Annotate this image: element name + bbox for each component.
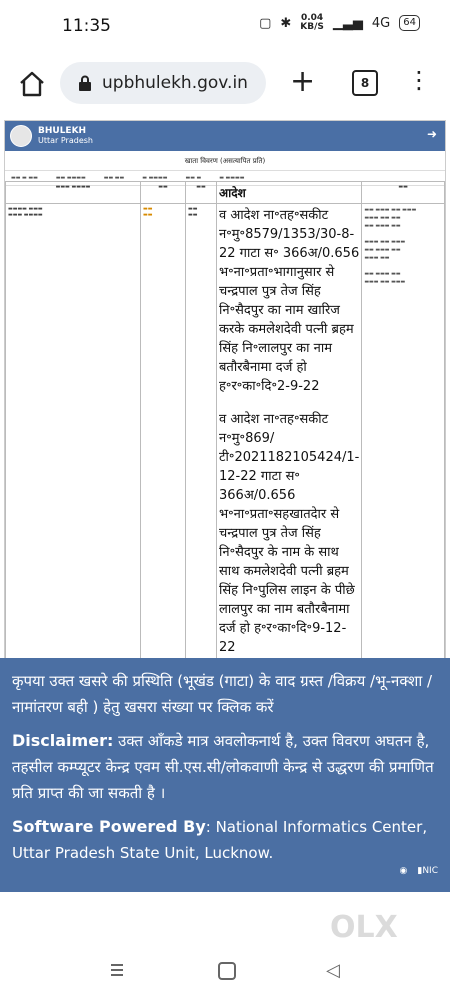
software-text: : National Informatics Center, Uttar Pradesh State Unit, Lucknow.: [12, 818, 428, 862]
doc-title: खाता विवरण (असत्यापित प्रति): [184, 157, 266, 165]
url-text: upbhulekh.gov.in: [102, 73, 248, 93]
col-khasra: ▬▬: [141, 182, 186, 204]
col-owner: ▬▬▬ ▬▬▬▬: [6, 182, 141, 204]
remarks-cell: ▬▬ ▬▬▬ ▬▬ ▬▬▬ ▬▬▬ ▬▬ ▬▬ ▬▬ ▬▬▬ ▬▬ ▬▬▬ ▬▬ ▬▬▬ ▬▬ ▬▬▬ ▬▬ ▬▬▬ ▬▬ ▬▬ ▬▬▬ ▬▬ ▬▬▬ ▬▬ ▬▬▬: [362, 204, 445, 663]
khata-meta-row: ▬▬ ▬ ▬▬ ▬▬ ▬▬▬▬ ▬▬ ▬▬ ▬ ▬▬▬▬ ▬▬ ▬ ▬ ▬▬▬▬: [5, 170, 445, 186]
khata-table: [5, 181, 445, 662]
network-4g-icon: 4G: [371, 15, 391, 31]
status-bar: [0, 0, 450, 56]
new-tab-icon[interactable]: +: [290, 64, 316, 99]
home-icon[interactable]: [18, 70, 46, 98]
more-menu-icon[interactable]: ⋮: [407, 66, 431, 94]
owner-cell: ▬▬▬▬ ▬▬▬ ▬▬▬ ▬▬▬▬: [6, 204, 141, 663]
status-icons: [259, 14, 420, 32]
disclaimer-label: Disclaimer:: [12, 731, 114, 750]
khata-document: [4, 120, 446, 662]
system-nav-bar: [0, 940, 450, 1000]
status-time: 11:35: [62, 16, 111, 36]
info-banner: [0, 658, 450, 892]
watermark-logo: OLX: [330, 910, 398, 945]
browser-toolbar: [0, 58, 450, 108]
footer-logos: [400, 858, 438, 884]
khasra-cell[interactable]: ▬▬ ▬▬: [141, 204, 186, 663]
address-bar[interactable]: [60, 62, 266, 104]
software-label: Software Powered By: [12, 817, 206, 836]
area-cell: ▬▬ ▬▬: [186, 204, 217, 663]
order-entry: व आदेश ना॰तह॰सकीट न॰मु॰869/ टी॰2021182105424/1-12-22 गाटा स॰ 366अ/0.656 भ॰ना॰प्रता॰सहखातदेार से चन्द्रपाल पुत्र तेज सिंह नि॰सैदपुर के नाम के साथ साथ कमलेशदेवी पत्नी ब्रहम सिंह नि॰पुलिस लाइन के पीछे लालपुर का नाम बतौरबैनामा दर्ज हो ह॰र॰का॰दि॰9-12-22: [219, 412, 360, 655]
col-aadesh: आदेश: [217, 182, 362, 204]
col-remarks: ▬▬: [362, 182, 445, 204]
site-brand: BHULEKH Uttar Pradesh: [38, 126, 93, 145]
site-header: [5, 121, 445, 151]
nav-home-icon[interactable]: [218, 962, 236, 980]
digital-india-logo: ◉: [399, 866, 408, 876]
lock-icon: [78, 75, 92, 91]
page-content: [0, 116, 450, 892]
orders-cell: [217, 204, 362, 663]
notification-icon: ▢: [259, 15, 272, 31]
recent-apps-icon[interactable]: [110, 962, 124, 978]
back-arrow-icon[interactable]: ➜: [426, 127, 437, 141]
signal-icon: ▁▃▅: [332, 15, 363, 31]
bluetooth-icon: ✱: [280, 15, 292, 31]
nav-back-icon[interactable]: ◁: [326, 960, 340, 981]
khasra-instruction: कृपया उक्त खसरे की प्रस्थिति (भूखंड (गाटा) के वाद ग्रस्त /विक्रय /भू-नक्शा / नामांतरण बही ) हेतु खसरा संख्या पर क्लिक करें: [12, 672, 433, 716]
nic-logo: ▮NIC: [417, 866, 438, 876]
disclaimer-text: उक्त आँकडे मात्र अवलोकनार्थ है, उक्त विवरण अघतन है, तहसील कम्प्यूटर केन्द्र एवम सी.एस.सी/लोकवाणी केन्द्र से उद्धरण की प्रमाणित प्रति प्राप्त की जा सकती है ।: [12, 732, 434, 802]
battery-icon: 64: [399, 15, 420, 31]
col-area: ▬▬: [186, 182, 217, 204]
order-entry: व आदेश ना॰तह॰सकीट न॰मु॰8579/1353/30-8-22 गाटा स॰ 366अ/0.656 भ॰ना॰प्रता॰भागानुसार से चन्द्रपाल पुत्र तेज सिंह नि॰सैदपुर का नाम खारिज करके कमलेशदेवी पत्नी ब्रहम सिंह नि॰लालपुर का नाम बतौरबैनामा दर्ज हो ह॰र॰का॰दि॰2-9-22: [219, 208, 360, 394]
network-speed: 0.04 KB/S: [300, 13, 324, 32]
tab-switcher-button[interactable]: 8: [352, 70, 378, 96]
state-emblem-logo: [10, 125, 32, 147]
